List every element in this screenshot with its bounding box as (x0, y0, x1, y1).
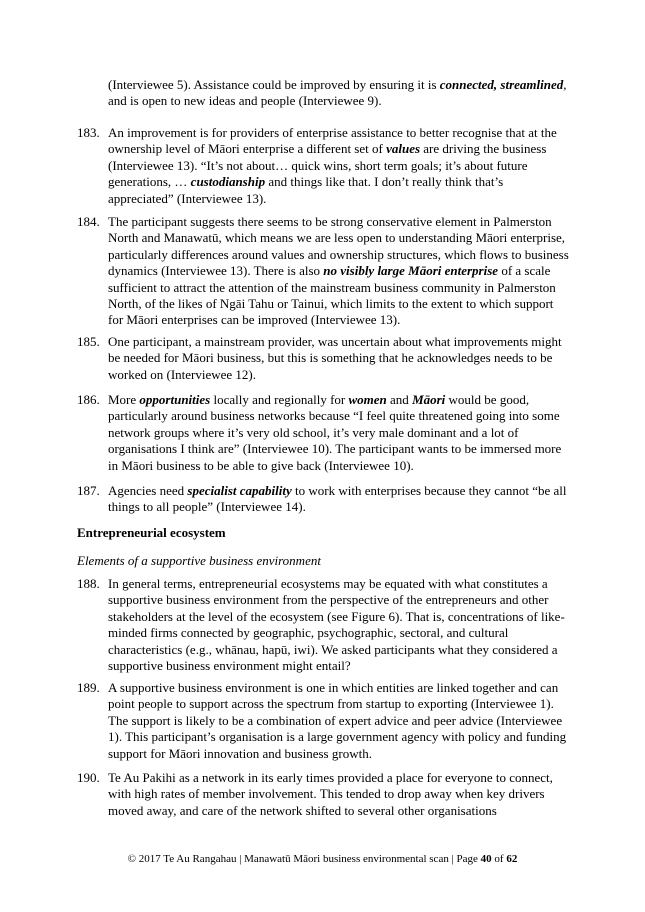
paragraph-text (108, 576, 569, 674)
section-subheading: Elements of a supportive business environment (77, 553, 321, 568)
text-run: would be good, particularly around business networks because “I feel quite threatened going into some network groups where it’s very old school, it’s very male dominant and a lot of organisations I think are” (Interviewee 10). The participant wants to be immersed more in Māori business to be able to give back (Interviewee 10). (108, 392, 562, 473)
footer-text: © 2017 Te Au Rangahau | Manawatū Māori business environmental scan | Page (127, 853, 481, 865)
emphasis: Māori (412, 392, 446, 407)
paragraph-number: 183. (77, 125, 100, 140)
footer-text: of (491, 853, 507, 865)
text-run: , and is open to new ideas and people (Interviewee 9). (108, 77, 567, 109)
paragraph-text (108, 770, 569, 819)
emphasis: women (348, 392, 387, 407)
text-run: Agencies need (108, 483, 188, 498)
paragraph-text (108, 392, 569, 474)
emphasis: values (386, 141, 421, 157)
text-run: of a scale sufficient to attract the attention of the mainstream business community in Palmerston North, of the likes of Ngāi Tahu or Tainui, which limits to the extent to which support for Māori enterprises can be improved (Interviewee 13). (108, 263, 556, 328)
page-footer (0, 852, 645, 866)
text-run: locally and regionally for (210, 392, 349, 407)
emphasis: no visibly large Māori enterprise (323, 263, 499, 279)
paragraph-number: 189. (77, 680, 100, 695)
paragraph-text (108, 334, 569, 383)
emphasis: connected, streamlined (439, 77, 564, 92)
text-run: More (108, 392, 140, 407)
text-run: An improvement is for providers of enterprise assistance to better recognise that at the ownership level of Māori enterprise a different set of (108, 125, 557, 157)
text-run: and (386, 392, 413, 407)
text-run: are driving the business (Interviewee 13). “It’s not about… quick wins, short term goals; it’s about future generations, … (108, 141, 547, 190)
paragraph-number: 184. (77, 214, 100, 229)
paragraph-text (108, 483, 569, 516)
paragraph-number: 185. (77, 334, 100, 349)
paragraph-number: 187. (77, 483, 100, 498)
paragraph-number: 186. (77, 392, 100, 407)
emphasis: specialist capability (187, 483, 292, 498)
paragraph-number: 190. (77, 770, 100, 785)
paragraph-text (108, 680, 569, 762)
text-run: A supportive business environment is one in which entities are linked together and can point people to support across the spectrum from startup to exporting (Interviewee 1). The support is likely to be a combination of expert advice and peer advice (Interviewee 1). This participant’s organisation is a large government agency with policy and funding support for Māori innovation and business growth. (108, 680, 567, 761)
paragraph-number: 188. (77, 576, 100, 591)
text-run: and things like that. I don’t really think that’s appreciated” (Interviewee 13). (108, 174, 504, 206)
emphasis: opportunities (139, 392, 211, 407)
text-run: Te Au Pakihi as a network in its early times provided a place for everyone to connect, with high rates of member involvement. This tended to drop away when key drivers moved away, and care of the network shifted to several other organisations (108, 770, 553, 818)
page-total: 62 (506, 853, 518, 865)
text-run: One participant, a mainstream provider, was uncertain about what improvements might be needed for Māori business, but this is something that he acknowledges needs to be worked on (Interviewee 12). (108, 334, 562, 382)
emphasis: custodianship (190, 174, 266, 190)
page-number: 40 (480, 853, 492, 865)
text-run: The participant suggests there seems to be strong conservative element in Palmerston North and Manawatū, which means we are less open to understanding Māori enterprise, particularly differences around values and ownership structures, which flows to business dynamics (Interviewee 13). There is also (108, 214, 569, 279)
paragraph-text (108, 214, 569, 329)
paragraph-text (108, 125, 569, 207)
text-run: (Interviewee 5). Assistance could be improved by ensuring it is (108, 77, 440, 92)
continuation-paragraph (108, 77, 568, 110)
text-run: to work with enterprises because they cannot “be all things to all people” (Interviewee 14). (108, 483, 567, 515)
section-heading: Entrepreneurial ecosystem (77, 525, 226, 540)
text-run: In general terms, entrepreneurial ecosystems may be equated with what constitutes a supportive business environment from the perspective of the entrepreneurs and other stakeholders at the level of the ecosystem (see Figure 6). That is, concentrations of like-minded firms connected by geographic, psychographic, sectoral, and cultural characteristics (e.g., whānau, hapū, iwi). We asked participants what they considered a supportive business environment might entail? (108, 576, 565, 674)
